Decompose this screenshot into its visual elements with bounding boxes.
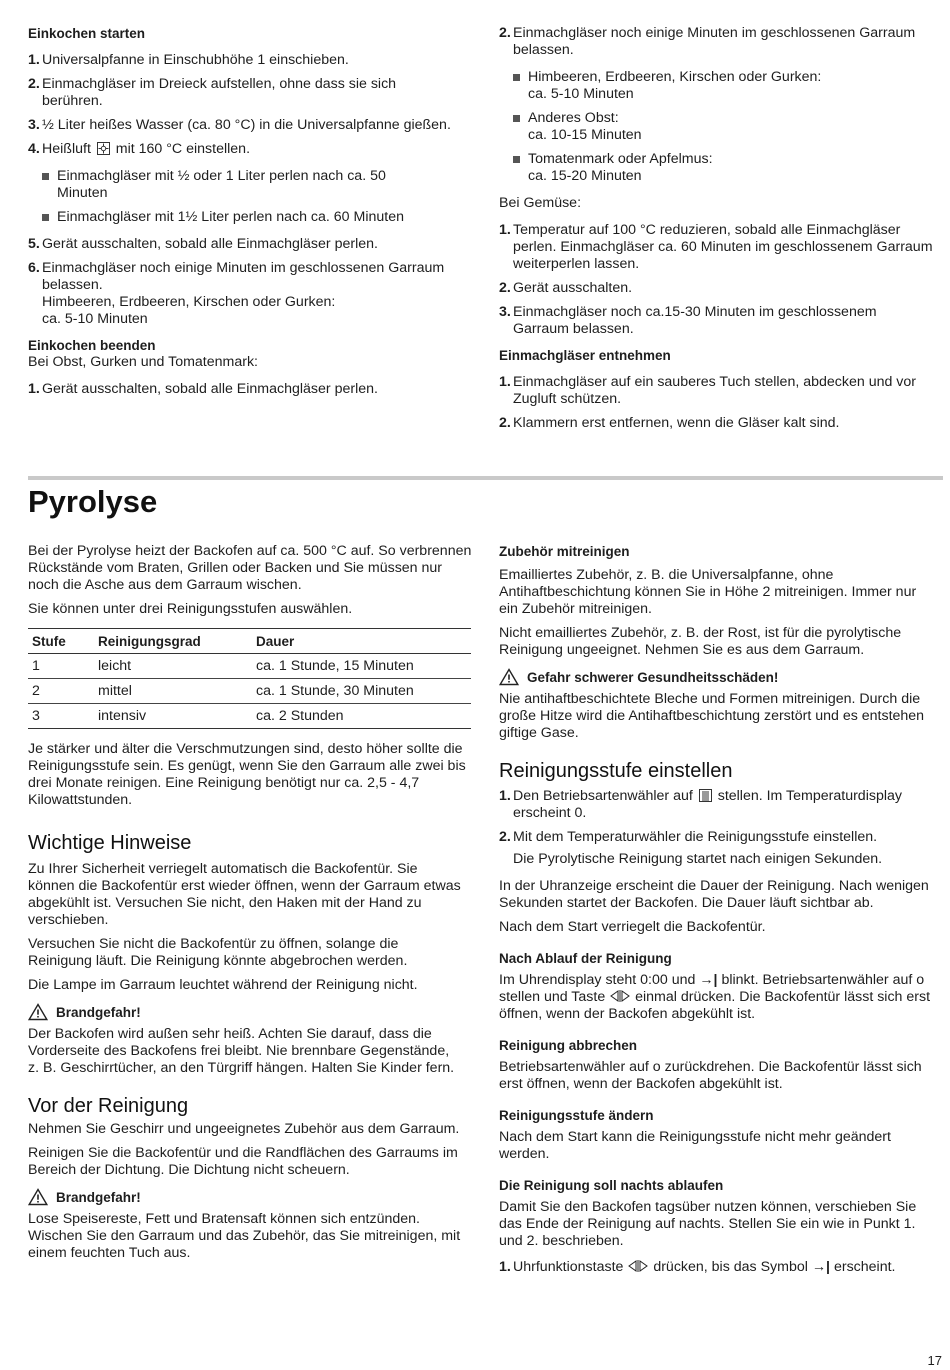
table-cell: 2 <box>28 679 94 704</box>
table-header-row <box>28 629 471 654</box>
list-item <box>499 1259 944 1276</box>
step4-text-b: mit 160 °C einstellen. <box>115 141 251 157</box>
step-number: 1. <box>499 788 511 804</box>
warning-title: Brandgefahr! <box>56 1004 141 1020</box>
heading-einkochen-beenden: Einkochen beenden <box>28 338 156 353</box>
bullet-line-b: ca. 15-20 Minuten <box>528 168 642 184</box>
step6-line-1: Einmachgläser noch einige Minuten im geschlossenen Garraum belassen. <box>42 260 445 293</box>
step-text <box>513 1259 944 1276</box>
pyrolyse-left-column <box>28 543 473 1262</box>
stufe-paragraph: Nach dem Start verriegelt die Backofentür. <box>499 919 766 935</box>
bullet-item <box>499 110 944 144</box>
step-text <box>513 788 944 822</box>
bullet-item <box>28 168 473 202</box>
ablauf-text-a: Im Uhrendisplay steht 0:00 und <box>499 972 696 988</box>
list-item <box>28 76 473 110</box>
step-text-main: Mit dem Temperaturwähler die Reinigungsstufe einstellen. <box>513 829 878 845</box>
step-number: 5. <box>28 236 40 252</box>
step-text: Gerät ausschalten. <box>513 280 633 296</box>
list-item <box>28 52 473 69</box>
bullet-square-icon <box>513 115 520 122</box>
step-number: 2. <box>28 76 40 92</box>
ablauf-text-b: blinkt. Betriebsartenwähler auf o stellen und Taste <box>499 972 925 1005</box>
heading-reinigungsstufe-einstellen: Reinigungsstufe einstellen <box>499 760 733 782</box>
step-number: 6. <box>28 260 40 276</box>
table-row <box>28 654 471 679</box>
warning-text: Lose Speisereste, Fett und Bratensaft können sich entzünden. Wischen Sie den Garraum und das Zubehör, das Sie mitreinigen, mit einem feuchten Tuch aus. <box>28 1211 461 1261</box>
step-text: Einmachgläser noch einige Minuten im geschlossenen Garraum belassen. <box>513 25 916 58</box>
bullet-text <box>528 151 713 185</box>
heading-vor-der-reinigung: Vor der Reinigung <box>28 1095 189 1117</box>
step-text-c: erscheint. <box>833 1259 896 1275</box>
step-number: 1. <box>499 1259 511 1275</box>
list-item <box>499 374 944 408</box>
aendern-paragraph: Nach dem Start kann die Reinigungsstufe nicht mehr geändert werden. <box>499 1129 891 1162</box>
warning-triangle-icon <box>28 1003 48 1021</box>
page-number: 17 <box>927 1353 942 1368</box>
pyrolyse-intro-2: Sie können unter drei Reinigungsstufen auswählen. <box>28 601 353 617</box>
step-text: Einmachgläser im Dreieck aufstellen, ohne dass sie sich berühren. <box>42 76 397 109</box>
list-item <box>28 236 473 253</box>
step-number: 3. <box>28 117 40 133</box>
table-cell: intensiv <box>94 704 252 729</box>
abbrechen-paragraph: Betriebsartenwähler auf o zurückdrehen. Die Backofentür lässt sich erst öffnen, wenn der Backofen abgekühlt ist. <box>499 1059 922 1092</box>
table-cell: ca. 1 Stunde, 30 Minuten <box>252 679 471 704</box>
vor-paragraph: Nehmen Sie Geschirr und ungeeignetes Zubehör aus dem Garraum. <box>28 1121 460 1137</box>
clock-function-key-icon <box>609 990 631 1002</box>
warning-text: Der Backofen wird außen sehr heiß. Achten Sie darauf, dass die Vorderseite des Backofens frei bleibt. Nie brennbare Gegenstände, z. B. Geschirrtücher, an den Türgriff hängen. Halten Sie Kinder fern. <box>28 1026 455 1076</box>
warning-triangle-icon <box>28 1188 48 1206</box>
warning-triangle-icon <box>499 668 519 686</box>
list-item <box>28 117 473 134</box>
vor-paragraph: Reinigen Sie die Backofentür und die Randflächen des Garraums im Bereich der Dichtung. Die Dichtung nicht scheuern. <box>28 1145 458 1178</box>
table-cell: 1 <box>28 654 94 679</box>
step-text-sub: Die Pyrolytische Reinigung startet nach einigen Sekunden. <box>513 851 883 867</box>
bullet-text <box>528 110 642 144</box>
heading-einmachglaeser-entnehmen: Einmachgläser entnehmen <box>499 348 671 363</box>
hot-air-icon <box>97 142 110 155</box>
list-item <box>28 381 473 398</box>
list-item <box>499 25 944 59</box>
step-number: 2. <box>499 829 511 845</box>
step-text: Einmachgläser noch ca.15-30 Minuten im geschlossenem Garraum belassen. <box>513 304 877 337</box>
end-time-symbol-icon: →| <box>811 1259 830 1275</box>
table-row <box>28 679 471 704</box>
bullet-item <box>499 151 944 185</box>
step-number: 2. <box>499 280 511 296</box>
step-text-a: Den Betriebsartenwähler auf <box>513 788 693 804</box>
step-number: 4. <box>28 141 40 157</box>
heading-zubehoer-mitreinigen: Zubehör mitreinigen <box>499 544 630 559</box>
warning-title: Brandgefahr! <box>56 1189 141 1205</box>
heading-nachts: Die Reinigung soll nachts ablaufen <box>499 1178 724 1193</box>
step-number: 2. <box>499 25 511 41</box>
after-table-text: Je stärker und älter die Verschmutzungen sind, desto höher sollte die Reinigungsstufe sein. Es genügt, wenn Sie den Garraum alle zwei bis drei Monate reinigen. Eine Reinigung benötigt nur ca. 2,5 - 4,7 Kilowattstunden. <box>28 741 466 808</box>
nachts-paragraph: Damit Sie den Backofen tagsüber nutzen können, verschieben Sie das Ende der Reinigung auf nachts. Stellen Sie ein wie in Punkt 1. und 2. beschrieben. <box>499 1199 917 1249</box>
step4-text-a: Heißluft <box>42 141 91 157</box>
pyrolyse-intro: Bei der Pyrolyse heizt der Backofen auf ca. 500 °C auf. So verbrennen Rückstände vom Braten, Grillen oder Backen und Sie müssen nur noch die Asche aus dem Garraum wischen. <box>28 543 472 593</box>
step-number: 1. <box>499 374 511 390</box>
step-text-b: stellen. Im Temperaturdisplay erscheint 0. <box>513 788 902 821</box>
step6-line-2: Himbeeren, Erdbeeren, Kirschen oder Gurken: <box>42 294 336 310</box>
section-divider <box>28 476 943 480</box>
bullet-line-a: Anderes Obst: <box>528 110 619 126</box>
table-cell: leicht <box>94 654 252 679</box>
step-number: 1. <box>28 381 40 397</box>
warning-heading <box>28 1003 473 1021</box>
step-number: 2. <box>499 415 511 431</box>
step-text: ½ Liter heißes Wasser (ca. 80 °C) in die Universalpfanne gießen. <box>42 117 451 133</box>
list-item <box>499 415 944 432</box>
hinweise-paragraph: Die Lampe im Garraum leuchtet während der Reinigung nicht. <box>28 977 418 993</box>
step-number: 1. <box>28 52 40 68</box>
cleaning-levels-table <box>28 628 471 729</box>
table-cell: 3 <box>28 704 94 729</box>
bullet-text <box>528 69 821 103</box>
list-item <box>499 788 944 822</box>
start-step-list <box>28 52 473 328</box>
step-text: Gerät ausschalten, sobald alle Einmachgläser perlen. <box>42 236 378 252</box>
bullet-text: Einmachgläser mit 1½ Liter perlen nach ca. 60 Minuten <box>57 209 404 225</box>
veg-intro: Bei Gemüse: <box>499 195 582 211</box>
bullet-square-icon <box>513 74 520 81</box>
step-number: 3. <box>499 304 511 320</box>
warning-heading <box>499 668 944 686</box>
table-cell: mittel <box>94 679 252 704</box>
heading-reinigung-abbrechen: Reinigung abbrechen <box>499 1038 638 1053</box>
table-row <box>28 704 471 729</box>
bullet-item <box>499 69 944 103</box>
end-intro: Bei Obst, Gurken und Tomatenmark: <box>28 354 258 370</box>
heading-wichtige-hinweise: Wichtige Hinweise <box>28 832 192 854</box>
step-text: Einmachgläser auf ein sauberes Tuch stellen, abdecken und vor Zugluft schützen. <box>513 374 917 407</box>
bullet-square-icon <box>42 214 49 221</box>
bullet-square-icon <box>42 173 49 180</box>
hinweise-paragraph: Versuchen Sie nicht die Backofentür zu öffnen, solange die Reinigung läuft. Die Reinigung könnte abgebrochen werden. <box>28 936 408 969</box>
step-text <box>513 829 944 868</box>
heading-reinigungsstufe-aendern: Reinigungsstufe ändern <box>499 1108 654 1123</box>
heading-nach-ablauf: Nach Ablauf der Reinigung <box>499 951 672 966</box>
einkochen-left-column <box>28 25 473 398</box>
bullet-text: Einmachgläser mit ½ oder 1 Liter perlen nach ca. 50 Minuten <box>57 168 386 201</box>
step-text: Gerät ausschalten, sobald alle Einmachgläser perlen. <box>42 381 378 397</box>
column-header: Dauer <box>252 629 471 654</box>
zubehoer-paragraph: Nicht emailliertes Zubehör, z. B. der Rost, ist für die pyrolytische Reinigung ungeeignet. Nehmen Sie es aus dem Garraum. <box>499 625 902 658</box>
list-item <box>499 280 944 297</box>
pyrolysis-mode-icon <box>699 789 712 802</box>
list-item <box>28 260 473 328</box>
column-header: Stufe <box>28 629 94 654</box>
clock-function-key-icon <box>627 1260 649 1272</box>
bullet-square-icon <box>513 156 520 163</box>
hinweise-paragraph: Zu Ihrer Sicherheit verriegelt automatisch die Backofentür. Sie können die Backofentür erst wieder öffnen, wenn der Garraum etwas abgekühlt ist. Versuchen Sie nicht, den Haken mit der Hand zu verschieben. <box>28 861 461 928</box>
zubehoer-paragraph: Emailliertes Zubehör, z. B. die Universalpfanne, ohne Antihaftbeschichtung können Sie in Höhe 2 mitreinigen. Immer nur ein Zubehör mitreinigen. <box>499 567 917 617</box>
bullet-line-b: ca. 5-10 Minuten <box>528 86 634 102</box>
step-text <box>42 260 473 328</box>
bullet-item <box>28 209 473 226</box>
pyrolyse-right-column <box>499 543 944 1276</box>
end-time-symbol-icon: →| <box>699 972 718 988</box>
bullet-line-a: Himbeeren, Erdbeeren, Kirschen oder Gurken: <box>528 69 822 85</box>
warning-heading <box>28 1188 473 1206</box>
step-number: 1. <box>499 222 511 238</box>
bullet-line-b: ca. 10-15 Minuten <box>528 127 642 143</box>
table-cell: ca. 1 Stunde, 15 Minuten <box>252 654 471 679</box>
stufe-paragraph: In der Uhranzeige erscheint die Dauer der Reinigung. Nach wenigen Sekunden startet der Backofen. Die Dauer läuft sichtbar ab. <box>499 878 929 911</box>
list-item <box>28 141 473 158</box>
ablauf-paragraph <box>499 972 944 1023</box>
step-text <box>42 141 473 158</box>
warning-title: Gefahr schwerer Gesundheitsschäden! <box>527 669 779 685</box>
heading-einkochen-starten: Einkochen starten <box>28 26 146 41</box>
table-cell: ca. 2 Stunden <box>252 704 471 729</box>
step-text-b: drücken, bis das Symbol <box>653 1259 808 1275</box>
list-item <box>499 829 944 868</box>
step6-line-3: ca. 5-10 Minuten <box>42 311 148 327</box>
list-item <box>499 304 944 338</box>
step-text: Temperatur auf 100 °C reduzieren, sobald alle Einmachgläser perlen. Einmachgläser ca. 60 Minuten im geschlossenem Garraum weiterperlen lassen. <box>513 222 933 272</box>
warning-text: Nie antihaftbeschichtete Bleche und Formen mitreinigen. Durch die große Hitze wird die Antihaftbeschichtung zerstört und es entstehen giftige Gase. <box>499 691 925 741</box>
step-text-a: Uhrfunktionstaste <box>513 1259 624 1275</box>
step-text: Universalpfanne in Einschubhöhe 1 einschieben. <box>42 52 349 68</box>
ablauf-text-c: einmal drücken. Die Backofentür lässt sich erst öffnen, wenn der Backofen abgekühlt ist. <box>499 989 931 1022</box>
list-item <box>499 222 944 273</box>
bullet-line-a: Tomatenmark oder Apfelmus: <box>528 151 713 167</box>
step-text: Klammern erst entfernen, wenn die Gläser kalt sind. <box>513 415 840 431</box>
section-title: Pyrolyse <box>28 484 158 519</box>
einkochen-right-column <box>499 25 944 432</box>
column-header: Reinigungsgrad <box>94 629 252 654</box>
